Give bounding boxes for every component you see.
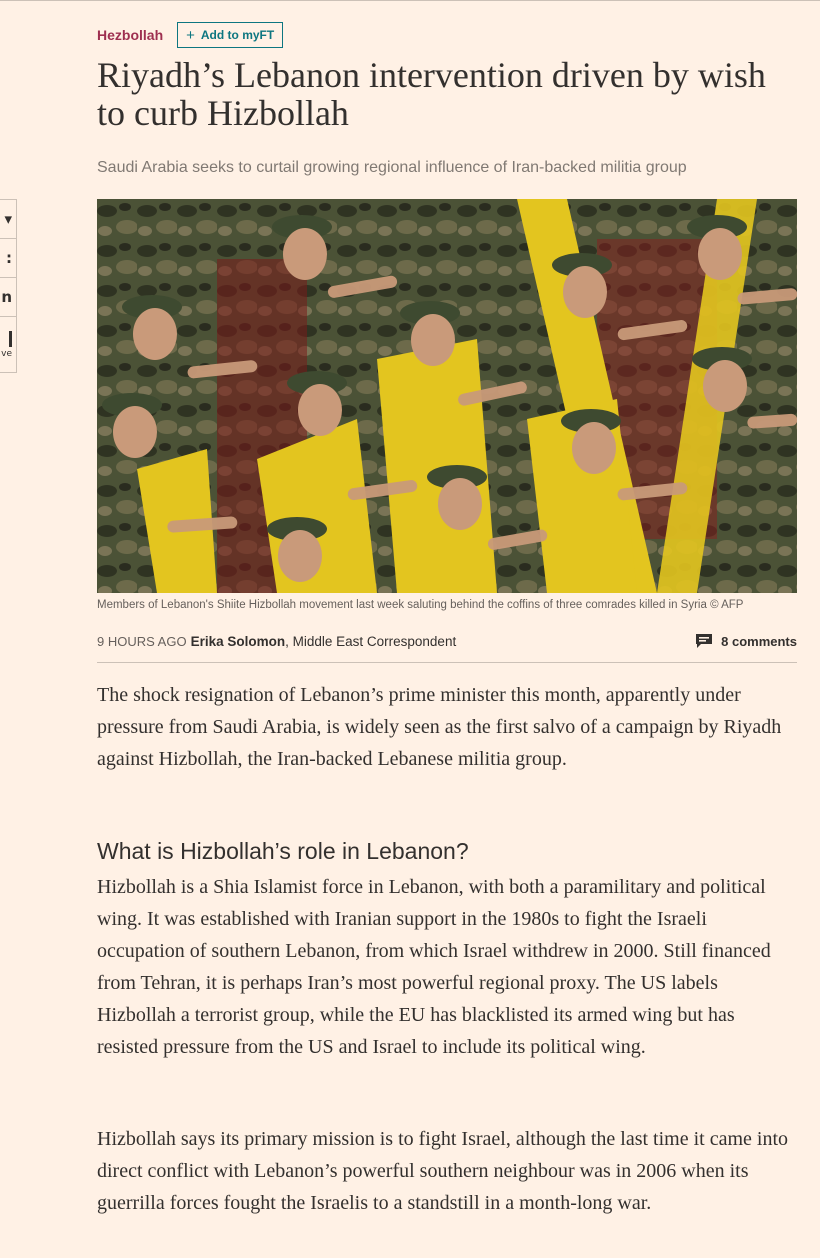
body-paragraph-1: The shock resignation of Lebanon’s prime minister this month, apparently under pressure from Saudi Arabia, is widely seen as the first salvo of a campaign by Riyadh against Hizbollah, the Iran-backed Lebanese militia group.	[97, 684, 782, 770]
plus-icon: +	[186, 26, 195, 44]
section-subheading: What is Hizbollah’s role in Lebanon?	[97, 838, 469, 864]
hero-photo-illustration	[97, 199, 797, 593]
facebook-icon: :	[6, 249, 12, 267]
article-standfirst: Saudi Arabia seeks to curtail growing regional influence of Iran-backed militia group	[97, 159, 687, 176]
add-to-myft-label: Add to myFT	[200, 28, 275, 42]
facebook-share-button[interactable]	[0, 239, 16, 278]
image-caption: Members of Lebanon's Shiite Hizbollah movement last week saluting behind the coffins of three comrades killed in Syria © AFP	[97, 599, 744, 611]
article-headline: Riyadh’s Lebanon intervention driven by wish to curb Hizbollah	[97, 55, 766, 133]
twitter-icon: ▾	[4, 210, 12, 228]
save-label: ve	[1, 348, 12, 359]
save-icon	[9, 331, 12, 347]
linkedin-icon: n	[1, 288, 12, 306]
body-paragraph-3: Hizbollah says its primary mission is to fight Israel, although the last time it came into direct conflict with Lebanon’s powerful southern neighbour was in 2006 when its guerrilla forces fought the Israelis to a standstill in a month-long war.	[97, 1128, 788, 1214]
add-to-myft-button[interactable]	[177, 22, 283, 48]
topic-link[interactable]: Hezbollah	[97, 27, 164, 43]
author-link[interactable]: Erika Solomon	[190, 633, 286, 649]
comments-icon	[695, 633, 713, 649]
timestamp: 9 HOURS AGO	[97, 633, 187, 649]
top-rule	[0, 0, 820, 1]
comments-link[interactable]	[695, 633, 797, 649]
byline	[97, 631, 797, 651]
byline-divider	[97, 662, 797, 663]
save-article-button[interactable]	[0, 317, 16, 372]
share-rail	[0, 199, 17, 373]
linkedin-share-button[interactable]	[0, 278, 16, 317]
comments-count: 8 comments	[721, 633, 797, 649]
hero-image	[97, 199, 797, 593]
topic-row	[97, 22, 283, 48]
body-paragraph-2: Hizbollah is a Shia Islamist force in Lebanon, with both a paramilitary and political wing. It was established with Iranian support in the 1980s to fight the Israeli occupation of southern Lebanon, from which Israel withdrew in 2000. Still financed from Tehran, it is perhaps Iran’s most powerful regional proxy. The US labels Hizbollah a terrorist group, while the EU has blacklisted its armed wing but has resisted pressure from the US and Israel to include its political wing.	[97, 876, 771, 1058]
author-role: , Middle East Correspondent	[285, 633, 457, 649]
twitter-share-button[interactable]	[0, 200, 16, 239]
